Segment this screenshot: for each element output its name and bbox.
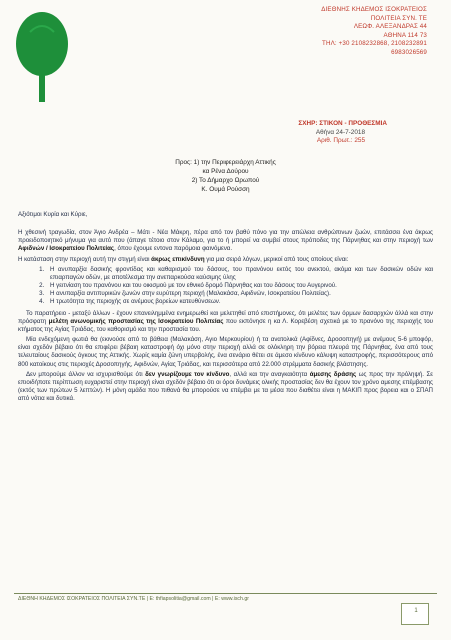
paragraph: Μία ενδεχόμενη φωτιά θα (εκινούσε από το βάθεια (Μαλακάση, Αγιο Μερκουρίου) ή τα ανατολικά (Αφίδνες, Δροσοπηγή) με ανέμους 5-6 μποφόρ, είναι σχεδόν βέβαιο ότι θα επιφέρει βέβαιη καταστροφή όχι μόνο στην περιοχή αλλά σε ολόκληρη την βόρεια πλευρά της Πάρνηθας, ένα από τους τελευταίους δασικούς όγκους της Αττικής. Χωρίς καμία ζώνη υπερβολής, ένα σενάριο θέτει σε άμεσο κίνδυνο κάλυψη καταστροφής, περισσότερους από 800 κατοίκους στις περιοχές Δροσοπηγής, Αφιδνών, Αγίας Τριάδας, και περισσότερα από 22.000 στρέμματα δασικής βλάστησης.	[18, 336, 433, 368]
address-line: ΤΗΛ: +30 2108232868, 2108232891	[322, 40, 427, 48]
risk-list	[18, 266, 433, 307]
address-line: 6983026569	[391, 48, 427, 56]
address-line: ΛΕΩΦ. ΑΛΕΞΑΝΔΡΑΣ 44	[353, 23, 427, 31]
protocol-number: Αριθ. Πρωτ.: 255	[316, 137, 365, 145]
recipient-line: Προς: 1) την Περιφερειάρχη Αττικής	[175, 159, 276, 166]
address-line: ΠΟΛΙΤΕΙΑ ΣΥΝ. ΤΕ	[370, 14, 427, 22]
urgency-stamp	[0, 120, 431, 146]
list-item: 1. Η ανυπαρξία δασικής φροντίδας και καθαρισμού του δάσους, του πρανόνου εκτός του ανεκτού, ακόμα και των δασικών οδών και επιαρπαγών οδών, με αποτέλεσμα την ανεπαρκούσα καύσιμης ύλης	[46, 266, 433, 282]
sender-address	[247, 6, 427, 58]
page-number: 1	[414, 608, 418, 614]
paragraph: Το παρατήρειο - μεταξύ άλλων - έχουν επανειλημμένα ενημερωθεί και μελετηθεί από επιστήμονες, ότι μελέτες των όρμων δασαρχιών άλλά και στην πρόσφατη μελέτη ανωνομικής προστασίας της Ισοκρατείου Πολιτείας που εκπόνησε η κα Λ. Κορεβέση σχετικά με το πρανόνο της περιοχής του κτήματος της Αγίας Τριάδας, του καθορισμό και την προστασία του.	[18, 309, 434, 333]
paragraph: Δεν μπορούμε άλλον να ισχυρισθούμε ότι δεν γνωρίζουμε τον κίνδυνο, αλλά και την αναγκαιότητα άμεσης δράσης ως προς την πρόληψή. Σε επιοιδήποτε περίπτωση ευχαριστεί στην περιοχή είναι σχεδόν βέβαιο ότι οι όροι δυνάμεις ολικής προστασίας δεν θα έχουν τον χρόνο αμεσης επέμβασης (εκτός των πρώτων 5 λεπτών). Η μόνη αμάδα που πιθανά θα μπορούσε να επέμβει με τα μέσα που διαθέτει είναι η ΜΑΚΙΠ προς βορεια και ο ΣΠΑΠ από νότια και δυτικά.	[18, 370, 433, 403]
footer-divider	[14, 593, 437, 594]
recipients-block	[0, 158, 451, 194]
letter-date: Αθήνα 24-7-2018	[315, 128, 365, 136]
address-line: ΑΘΗΝΑ 114 73	[383, 31, 427, 39]
recipient-line: Κ. Ουμά Ρούσση	[201, 186, 250, 193]
paragraph: Η κατάσταση στην περιοχή αυτή την στιγμή είναι άκρως επικίνδυνη για μια σειρά λόγων, μερικοί από τους οποίους είναι:	[18, 255, 349, 263]
tree-logo-icon	[12, 10, 72, 105]
recipient-line: κα Ρένα Δούρου	[202, 168, 249, 175]
address-line: ΔΙΕΘΝΗΣ ΚΗΔΕΜΟΣ ΙΣΟΚΡΑΤΕΙΟΣ	[321, 6, 427, 13]
list-item: 2. Η γειτνίαση του πρανόνου και του οικισμού με τον εθνικό δρομό Πάρνηθας και του δάσους του Αυγερινού.	[46, 282, 433, 290]
page-number-box	[401, 603, 429, 625]
stamp-title: ΣΧΗΡ: ΣΤΙΚΟΝ - ΠΡΟΘΕΣΜΙΑ	[298, 120, 387, 127]
greeting: Αξιότιμοι Κυρία και Κύριε,	[18, 211, 88, 218]
recipient-line: 2) Το Δήμαρχο Ωρωπού	[191, 177, 260, 184]
list-item: 4. Η τρωτότητα της περιοχής σε ανέμους βορείων κατευθύνσεων.	[46, 298, 433, 306]
letter-body	[18, 211, 433, 405]
list-item: 3. Η ανυπαρξία αντιπυρικών ζωνών στην ευρύτερη περιοχή (Μαλακάσα, Αφιδνών, Ισοκρατείου Πολιτείας).	[46, 290, 433, 298]
paragraph: Η χθεσινή τραγωδία, στον Άγιο Ανδρέα – Μάτι - Νέα Μάκρη, πέρα από τον βαθύ πόνο για την απώλεια ανθρώπινων ζωών, επιτάσσει ένα άκρως προειδοποιητικό μήνυμα για αυτό που (άπαγε τέτοιο στον Κάλαμο, για το ή μπορεί να συμβεί στους πρόποδες της Πάρνηθας και στην περιοχή των Αφιδνών / Ισοκρατείου Πολιτείας, όπου έχουμε εντονα παρόμοια φαινόμενα.	[18, 229, 433, 253]
footer-text: ΔΙΕΘΝΗ ΚΗΔΕΜΟΣ ΙΣΟΚΡΑΤΕΙΟΣ ΠΟΛΙΤΕΙΑ ΣΥΝ.ΤΕ | E: thfiapsolitia@gmail.com | E: www.isch.gr	[18, 596, 249, 602]
